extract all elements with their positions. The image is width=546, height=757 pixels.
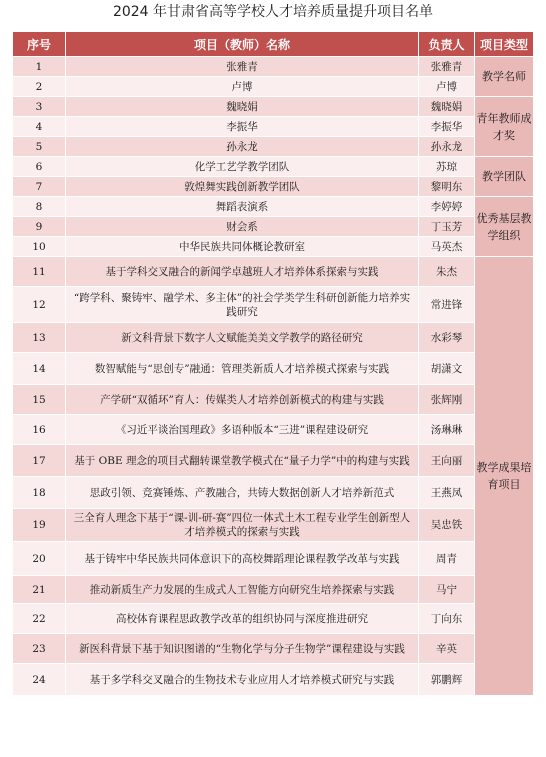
project-name: 高校体育课程思政教学改革的组织协同与深度推进研究: [66, 604, 419, 634]
row-index: 18: [13, 477, 66, 509]
project-leader: 马宁: [419, 576, 475, 604]
project-name: 产学研“双循环”育人：传媒类人才培养创新模式的构建与实践: [66, 385, 419, 415]
row-index: 3: [13, 97, 66, 117]
project-name: 张雅青: [66, 57, 419, 77]
project-name: 基于 OBE 理念的项目式翻转课堂教学模式在“量子力学”中的构建与实践: [66, 445, 419, 477]
table-row: [13, 477, 534, 509]
table-row: [13, 217, 534, 237]
project-name: “跨学科、聚铸牢、融学术、多主体”的社会学类学生科研创新能力培养实践研究: [66, 287, 419, 323]
row-index: 20: [13, 542, 66, 576]
project-leader: 黎明东: [419, 177, 475, 197]
table-header-row: [13, 32, 534, 57]
table-row: [13, 157, 534, 177]
row-index: 17: [13, 445, 66, 477]
table-row: [13, 177, 534, 197]
row-index: 5: [13, 137, 66, 157]
project-type: 优秀基层教学组织: [475, 197, 534, 257]
project-name: 敦煌舞实践创新教学团队: [66, 177, 419, 197]
project-leader: 朱杰: [419, 257, 475, 287]
project-leader: 张辉刚: [419, 385, 475, 415]
table-row: [13, 197, 534, 217]
row-index: 12: [13, 287, 66, 323]
project-leader: 水彩琴: [419, 323, 475, 353]
row-index: 7: [13, 177, 66, 197]
project-name: 数智赋能与“思创专”融通：管理类新质人才培养模式探索与实践: [66, 353, 419, 385]
project-name: 基于学科交叉融合的新闻学卓越班人才培养体系探索与实践: [66, 257, 419, 287]
row-index: 9: [13, 217, 66, 237]
table-row: [13, 385, 534, 415]
header-index: 序号: [13, 32, 66, 57]
project-leader: 胡潇文: [419, 353, 475, 385]
table-row: [13, 445, 534, 477]
project-name: 思政引领、竞赛锤炼、产教融合，共铸大数据创新人才培养新范式: [66, 477, 419, 509]
project-name: 舞蹈表演系: [66, 197, 419, 217]
table-row: [13, 97, 534, 117]
row-index: 16: [13, 415, 66, 445]
project-leader: 丁向东: [419, 604, 475, 634]
project-name: 化学工艺学教学团队: [66, 157, 419, 177]
project-leader: 吴忠铁: [419, 509, 475, 542]
row-index: 14: [13, 353, 66, 385]
project-name: 新文科背景下数字人文赋能美美文学教学的路径研究: [66, 323, 419, 353]
row-index: 2: [13, 77, 66, 97]
project-name: 《习近平谈治国理政》多语种版本“三进”课程建设研究: [66, 415, 419, 445]
table-row: [13, 576, 534, 604]
row-index: 15: [13, 385, 66, 415]
table-row: [13, 353, 534, 385]
header-leader: 负责人: [419, 32, 475, 57]
header-project: 项目（教师）名称: [66, 32, 419, 57]
table-row: [13, 509, 534, 542]
table-row: [13, 237, 534, 257]
table-row: [13, 634, 534, 664]
project-type: 教学成果培育项目: [475, 257, 534, 696]
project-leader: 张雅青: [419, 57, 475, 77]
project-leader: 常进锋: [419, 287, 475, 323]
table-row: [13, 323, 534, 353]
row-index: 21: [13, 576, 66, 604]
project-name: 财会系: [66, 217, 419, 237]
project-type: 教学团队: [475, 157, 534, 197]
table-row: [13, 57, 534, 77]
table-row: [13, 257, 534, 287]
table-row: [13, 415, 534, 445]
row-index: 11: [13, 257, 66, 287]
table-row: [13, 604, 534, 634]
row-index: 24: [13, 664, 66, 696]
row-index: 8: [13, 197, 66, 217]
table-row: [13, 542, 534, 576]
project-type: 教学名师: [475, 57, 534, 97]
project-type: 青年教师成才奖: [475, 97, 534, 157]
project-name: 基于铸牢中华民族共同体意识下的高校舞蹈理论课程教学改革与实践: [66, 542, 419, 576]
project-leader: 周青: [419, 542, 475, 576]
header-type: 项目类型: [475, 32, 534, 57]
project-leader: 王向丽: [419, 445, 475, 477]
row-index: 6: [13, 157, 66, 177]
project-leader: 魏晓娟: [419, 97, 475, 117]
row-index: 1: [13, 57, 66, 77]
row-index: 19: [13, 509, 66, 542]
project-leader: 孙永龙: [419, 137, 475, 157]
project-name: 孙永龙: [66, 137, 419, 157]
project-leader: 汤琳琳: [419, 415, 475, 445]
project-name: 魏晓娟: [66, 97, 419, 117]
project-name: 新医科背景下基于知识图谱的“生物化学与分子生物学”课程建设与实践: [66, 634, 419, 664]
row-index: 23: [13, 634, 66, 664]
row-index: 22: [13, 604, 66, 634]
project-leader: 李振华: [419, 117, 475, 137]
row-index: 10: [13, 237, 66, 257]
project-name: 三全育人理念下基于“课-训-研-赛”四位一体式土木工程专业学生创新型人才培养模式的探索与实践: [66, 509, 419, 542]
table-row: [13, 117, 534, 137]
project-leader: 丁玉芳: [419, 217, 475, 237]
page-title: 2024 年甘肃省高等学校人才培养质量提升项目名单: [112, 4, 434, 20]
table-row: [13, 137, 534, 157]
project-name: 李振华: [66, 117, 419, 137]
project-leader: 辛英: [419, 634, 475, 664]
project-leader: 卢博: [419, 77, 475, 97]
project-name: 推动新质生产力发展的生成式人工智能方向研究生培养探索与实践: [66, 576, 419, 604]
project-leader: 苏琼: [419, 157, 475, 177]
project-table: [12, 31, 534, 696]
project-leader: 马英杰: [419, 237, 475, 257]
project-name: 卢博: [66, 77, 419, 97]
row-index: 4: [13, 117, 66, 137]
row-index: 13: [13, 323, 66, 353]
project-name: 基于多学科交叉融合的生物技术专业应用人才培养模式研究与实践: [66, 664, 419, 696]
project-leader: 郭鹏辉: [419, 664, 475, 696]
table-row: [13, 664, 534, 696]
project-name: 中华民族共同体概论教研室: [66, 237, 419, 257]
project-leader: 王燕凤: [419, 477, 475, 509]
table-row: [13, 77, 534, 97]
table-row: [13, 287, 534, 323]
project-leader: 李婷婷: [419, 197, 475, 217]
